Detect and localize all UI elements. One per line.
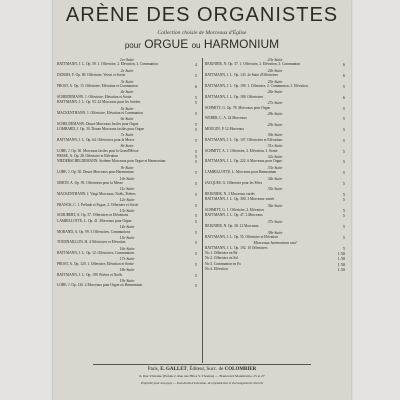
entry-price: 5: [194, 137, 197, 143]
entry-title: FRANCK, C. 1. Prélude et Fugue, 2. Offertoire et Sortie: [57, 202, 139, 207]
instrument-line: [53, 37, 351, 51]
suite-heading: 33e Suite: [267, 164, 283, 170]
entry-price: 5: [194, 170, 197, 176]
entry-price: 5: [194, 272, 197, 278]
entry-price: 5: [342, 245, 345, 251]
entry-title: No 2. Offertoire en Sol: [205, 256, 239, 261]
entry-title: MACKENTHANN. 1. Offertoire, Élévation et Communion: [57, 110, 143, 115]
entry-price: 5: [342, 148, 345, 154]
entry-title: PROST, A. Op. 15. Offertoire, Élévation et Communion: [57, 83, 138, 88]
suite-heading: 25e Suite: [267, 78, 283, 84]
suite-heading: 9e Suite: [120, 164, 134, 170]
suite-heading: 38e Suite: [267, 229, 283, 235]
entry-title: MACKENTHANN, J. Vingt Morceaux, Noëls, Prières: [57, 191, 136, 196]
entry-title: SCHMITT, A. 1. Offertoire, 2. Élévation, 3. Sortie: [205, 148, 278, 153]
suite-heading: 3e Suite: [120, 78, 134, 84]
publisher-mid: , Éditeur, Succ. de: [186, 367, 224, 372]
entry-price: 5: [194, 251, 197, 257]
entry-price: 5: [342, 191, 345, 197]
publisher-address: 6, Rue Vivienne (Entrée 2, Rue des Filles S. Thomas) — Boulevard Montmartre, 25 et 27: [139, 374, 265, 378]
entry-price: 5: [342, 207, 345, 213]
entry-title: REIGNIER, N. Op. 37. 1. Offertoire, 2. Élévation, 3. Communion: [205, 62, 300, 67]
instrument-pour: pour: [124, 41, 141, 50]
entry-price: 5: [194, 218, 197, 224]
publisher-name: E. GALLET: [160, 367, 187, 372]
entry-title: BATTMANN, J. L. Op. 93. 24 Morceaux pour les Soirées: [57, 100, 141, 105]
publisher-city: Paris,: [147, 367, 159, 372]
left-catalogue-column: [57, 57, 197, 289]
entry-title: HESSE, A. Op. 28. Offertoire et Élévation: [57, 154, 119, 159]
suite-heading: 15e Suite: [119, 234, 135, 240]
suite-heading: 26e Suite: [267, 89, 283, 95]
suite-heading: 1er Suite: [119, 57, 135, 62]
suite-heading: 30e Suite: [267, 132, 283, 138]
entry-title: BATTMANN, J. L. Op. 55. Offertoire et Élévation: [205, 234, 278, 239]
entry-title: No 4. Élévation: [205, 267, 228, 272]
entry-title: SCHEIDEMANN. 1. Offertoire, Élévation et Sortie: [57, 94, 132, 99]
collection-title: ARÈNE DES ORGANISTES: [65, 4, 339, 26]
entry-title: REIGNIER, N. Op. 38. 12 Morceaux: [205, 224, 259, 229]
suite-heading: 28e Suite: [267, 110, 283, 116]
entry-title: MORAND, A. Op. 99. 3 Offertoires, Communions: [57, 229, 131, 234]
entry-title: SCHUBERT, A. Op. 57. Offertoires et Élévations: [57, 213, 129, 218]
entry-price: 5: [342, 105, 345, 111]
entry-price: 1.50: [337, 267, 345, 273]
entry-title: LOBÉ, J. Op. 30. Morceaux faciles pour la Grand'Messe: [57, 148, 139, 153]
suite-heading: 24e Suite: [267, 67, 283, 73]
copyright-notice: Propriété pour tous pays — Tous droits d'exécution, de reproduction et d'arrangements réservés: [140, 381, 264, 385]
suite-heading: 4e Suite: [120, 89, 134, 95]
entry-title: SCHMITT, G. 1. Offertoire, 2. Élévation: [205, 207, 264, 212]
entry-price: 4: [194, 62, 197, 68]
footer-rule: [93, 364, 311, 365]
entry-price: 6: [342, 73, 345, 79]
suite-heading: 6e Suite: [120, 116, 134, 122]
suite-heading: 12e Suite: [119, 197, 135, 203]
entry-price: 5: [342, 137, 345, 143]
entry-title: BATTMANN, J. L. Op. 12. Offertoires, Communions: [57, 251, 135, 256]
suite-heading: Morceaux harmonium seul: [253, 240, 297, 246]
suite-heading: 34e Suite: [267, 175, 283, 181]
entry-price: 5: [342, 127, 345, 133]
entry-price: 5: [342, 224, 345, 230]
entry-price: 6: [342, 62, 345, 68]
entry-price: 5: [342, 116, 345, 122]
entry-title: BATTMANN, J. L. Op. 192. 10 Offertoires: [205, 245, 268, 250]
entry-price: 5: [194, 94, 197, 100]
entry-price: 5: [342, 213, 345, 219]
entry-price: 5: [342, 234, 345, 240]
instrument-organ: ORGUE: [144, 37, 189, 51]
entry-price: 5: [194, 261, 197, 267]
suite-heading: 32e Suite: [267, 154, 283, 160]
entry-price: 1.50: [337, 261, 345, 267]
suite-heading: 17e Suite: [119, 256, 135, 262]
entry-title: BATTMANN, J. L. Op. 188. Offertoires: [205, 94, 264, 99]
entry-title: MOUGIN, P. 12 Morceaux: [205, 127, 245, 132]
suite-heading: 14e Suite: [119, 224, 135, 230]
suite-heading: 16e Suite: [119, 245, 135, 251]
entry-title: BATTMANN, J. L. Op. 300. 3 Morceaux variés: [205, 197, 275, 202]
entry-price: 5: [194, 100, 197, 106]
entry-title: No 1. Offertoire en Ré: [205, 251, 238, 256]
suite-heading: 11e Suite: [119, 186, 135, 192]
score-cover-sheet: [53, 0, 351, 400]
suite-heading: 37e Suite: [267, 218, 283, 224]
entry-price: 5: [194, 73, 197, 79]
entry-title: BATTMANN, J. L. Op. 199. Prières et Noëls: [57, 272, 123, 277]
entry-price: 5: [194, 121, 197, 127]
right-catalogue-column: [205, 57, 345, 273]
entry-price: 5: [194, 148, 197, 154]
entry-price: 5: [194, 110, 197, 116]
catalogue-entry: [205, 267, 345, 272]
suite-heading: 13e Suite: [119, 207, 135, 213]
entry-title: BATTMANN, J. L. Op. 143. 2e Suite d'Offertoires: [205, 73, 279, 78]
entry-price: 5: [194, 202, 197, 208]
entry-title: LOMBARD, J. Op. 30. Douze Morceaux faciles pour Orgue: [57, 127, 144, 132]
entry-price: 6: [194, 83, 197, 89]
entry-price: 5: [194, 283, 197, 289]
entry-price: 5: [194, 229, 197, 235]
entry-title: BATTMANN, J. L. Op. 58. 1. Offertoire, 2. Élévation, 3. Communion: [57, 62, 158, 67]
suite-heading: 35e Suite: [267, 186, 283, 192]
entry-price: 5: [194, 154, 197, 160]
column-divider: [202, 58, 203, 363]
entry-price: 5: [342, 170, 345, 176]
entry-title: PROST, A. Op. 120. 1. Offertoire, Élévation et Sortie: [57, 261, 134, 266]
entry-price: 5: [194, 180, 197, 186]
suite-heading: 23e Suite: [267, 57, 283, 62]
suite-heading: 19e Suite: [119, 278, 135, 284]
entry-price: 5: [342, 197, 345, 203]
entry-price: 5: [194, 127, 197, 133]
entry-price: 1.50: [337, 251, 345, 257]
suite-heading: 36e Suite: [267, 202, 283, 208]
entry-title: SIMON, A. Op. 95. Offertoires pour la Messe: [57, 180, 123, 185]
entry-title: WEBER, C. A. 24 Morceaux: [205, 116, 247, 121]
instrument-ou: ou: [191, 41, 201, 50]
suite-heading: 31e Suite: [267, 143, 283, 149]
entry-title: BATTMANN, J. L. Op. 199. 1. Offertoire, 2. Communion, 3. Élévation: [205, 83, 308, 88]
publisher-line: [53, 367, 351, 372]
entry-title: DUBOIS, F. Op. 80. Offertoire, Verset et Sortie: [57, 73, 126, 78]
suite-heading: 7e Suite: [120, 132, 134, 138]
entry-price: 5: [342, 180, 345, 186]
entry-price: 5: [342, 83, 345, 89]
entry-title: JACQUES, G. Offertoire pour les Fêtes: [205, 180, 263, 185]
entry-price: 5: [194, 191, 197, 197]
entry-title: No 3. Communion en Fa: [205, 261, 241, 266]
suite-heading: 5e Suite: [120, 105, 134, 111]
suite-heading: 2e Suite: [120, 67, 134, 73]
entry-title: LOBÉ, J. Op. 120. 2 Morceaux pour Orgue ou Harmonium: [57, 283, 143, 288]
suite-heading: 10e Suite: [119, 175, 135, 181]
entry-price: 5: [194, 240, 197, 246]
entry-title: TOURNAILLON, H. 4 Offertoires et Élévation: [57, 240, 126, 245]
entry-title: LAMBILLOTTE, L. Op. 41. Morceaux pour Orgue: [57, 218, 132, 223]
suite-heading: 18e Suite: [119, 267, 135, 273]
entry-title: LAMBILLOTTE, L. Morceaux pour Harmonium: [205, 170, 277, 175]
entry-title: SCHELDEMANN. Douze Morceaux faciles pour Orgue: [57, 121, 139, 126]
entry-title: BATTMANN, J. L. Op. 47. 3 Morceaux: [205, 213, 263, 218]
suite-heading: 27e Suite: [267, 100, 283, 106]
collection-subtitle: Collection choisie de Morceaux d'Église: [157, 30, 247, 36]
entry-title: BATTMANN, J. L. Op. 64. Offertoires pour la Messe: [57, 137, 135, 142]
entry-title: BATTMANN, J. L. Op. 222. 6 Morceaux pour Orgue: [205, 159, 282, 164]
suite-heading: 8e Suite: [120, 143, 134, 149]
entry-price: 5: [194, 159, 197, 165]
catalogue-entry: [57, 283, 197, 288]
suite-heading: 29e Suite: [267, 121, 283, 127]
entry-price: 1.50: [337, 256, 345, 262]
entry-price: 6: [342, 94, 345, 100]
entry-title: REIGNIER, N. 3 Morceaux variés: [205, 191, 255, 196]
entry-title: NIEDERSCHELDEMANN. Sixième Morceaux pour Orgue et Harmonium: [57, 159, 166, 164]
publisher-successor: COLOMBIER: [224, 367, 257, 372]
entry-title: LOBÉ, J. Op. 30. Douze Morceaux pour Harmonium: [57, 170, 134, 175]
entry-price: 5: [194, 213, 197, 219]
instrument-harmonium: HARMONIUM: [203, 37, 280, 51]
entry-title: BATTMANN, J. L. Op. 107. Offertoires et Élévations: [205, 137, 283, 142]
entry-title: SCHMITT, G. Op. 78. Morceaux pour Orgue: [205, 105, 271, 110]
entry-price: 5: [342, 159, 345, 165]
